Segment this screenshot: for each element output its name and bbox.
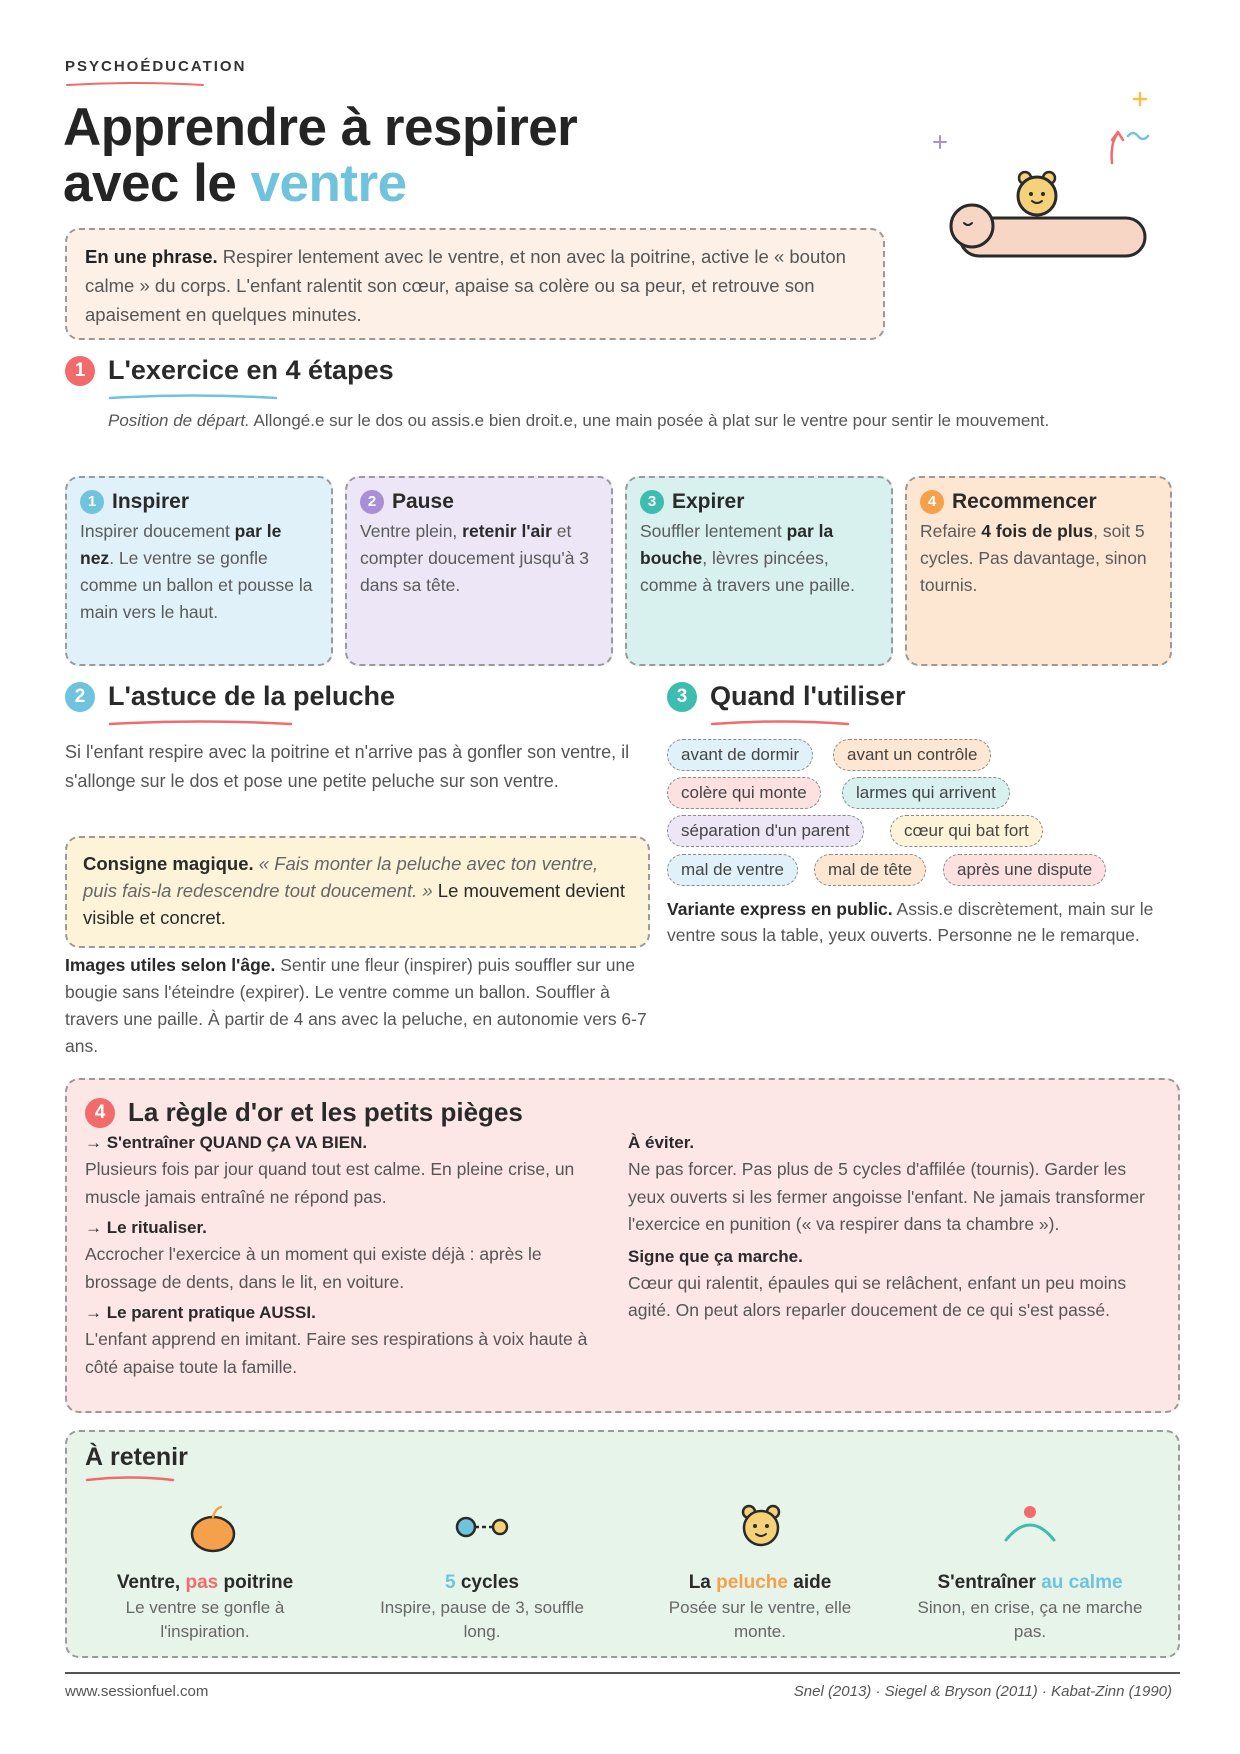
title-line-1: Apprendre à respirer [63,98,578,157]
rule-heading [85,1300,610,1326]
step-text-part: Ventre plein, [360,521,463,541]
section-1-title: L'exercice en 4 étapes [108,355,394,385]
title-line-2 [63,156,577,212]
public-variant-label: Variante express en public. [667,899,893,919]
section-3-underline [710,718,850,728]
footer-url[interactable]: www.sessionfuel.com [65,1683,209,1700]
step-text-part: , soit 5 cycles. Pas davantage, sinon tournis. [920,521,1147,595]
public-variant [667,896,1172,948]
footer-divider [65,1672,1180,1674]
kicker: PSYCHOÉDUCATION [65,58,247,75]
cycle-icon [452,1512,516,1542]
step-card-inspirer [65,476,333,666]
takeaway-subtitle: Le ventre se gonfle à l'inspiration. [125,1598,285,1641]
kicker-underline [65,80,205,88]
takeaways-underline [85,1474,175,1484]
section-3-number: 3 [667,682,697,712]
section-1-underline [108,392,278,402]
rule-heading [85,1130,610,1156]
takeaway-title [900,1570,1160,1596]
step-text-part: Souffler lentement [640,521,787,541]
start-position [108,408,1108,434]
takeaway-calm [900,1570,1160,1644]
step-text [920,518,1157,599]
title-line-2-pre: avec le [63,154,251,213]
rule-heading-text: → Le ritualiser. [85,1218,207,1237]
tag: mal de tête [814,854,926,886]
tag: colère qui monte [667,777,821,809]
takeaway-title-accent: pas [185,1572,219,1593]
takeaway-title-part: S'entraîner [937,1572,1042,1593]
section-4-number: 4 [85,1098,115,1128]
section-2-number: 2 [65,682,95,712]
takeaway-title-part: poitrine [218,1572,294,1593]
step-text-bold: par la bouche [640,521,834,568]
takeaway-cycles [352,1570,612,1644]
section-3-title: Quand l'utiliser [710,681,906,711]
step-text [360,518,598,599]
callout-quote: « Fais monter la peluche avec ton ventre, puis fais-la redescendre tout doucement. » [83,853,599,901]
step-card-pause [345,476,613,666]
avoid-heading: À éviter. [628,1133,695,1152]
rule-heading-text: → Le parent pratique [85,1303,260,1322]
tag: avant un contrôle [833,739,991,771]
age-images-label: Images utiles selon l'âge. [65,955,276,975]
step-title: Expirer [672,490,745,513]
takeaway-title [352,1570,612,1596]
takeaways-title: À retenir [85,1443,188,1471]
callout-label: Consigne magique. [83,853,254,874]
tag: larmes qui arrivent [842,777,1010,809]
takeaway-subtitle: Posée sur le ventre, elle monte. [668,1598,852,1641]
step-text-part: . Le ventre se gonfle comme un ballon et pousse la main vers le haut. [80,548,313,622]
tag: cœur qui bat fort [890,815,1043,847]
step-text-bold: par le nez [80,521,282,568]
takeaway-title-part: La [688,1572,717,1593]
takeaway-belly [75,1570,335,1644]
step-text-part: , lèvres pincées, comme à travers une paille. [640,548,855,595]
age-images [65,952,655,1060]
footer-references: Snel (2013) · Siegel & Bryson (2011) · Kabat-Zinn (1990) [793,1683,1172,1700]
takeaway-title [630,1570,890,1596]
tag: avant de dormir [667,739,813,771]
rule-heading [85,1215,610,1241]
tag: mal de ventre [667,854,798,886]
step-text-bold: 4 fois de plus [981,521,1094,541]
step-text-part: Refaire [920,521,982,541]
section-2-underline [108,718,293,728]
section-1-number: 1 [65,356,95,386]
peluche-text: Si l'enfant respire avec la poitrine et n'arrive pas à gonfler son ventre, il s'allonge sur le dos et pose une petite peluche sur son ventre. [65,742,630,791]
takeaway-title [75,1570,335,1596]
start-position-label: Position de départ. [108,411,250,430]
takeaway-title-accent: 5 [445,1572,456,1593]
child-breathing-illustration [930,88,1170,268]
tag: séparation d'un parent [667,815,864,847]
teddy-icon [735,1500,787,1552]
step-number: 3 [640,490,664,514]
start-position-text: Allongé.e sur le dos ou assis.e bien droit.e, une main posée à plat sur le ventre pour sentir le mouvement. [249,411,1050,430]
working-sign-text: Cœur qui ralentit, épaules qui se relâchent, enfant un peu moins agité. On peut alors reparler doucement de ce qui s'est passé. [628,1272,1127,1320]
rule-text: Accrocher l'exercice à un moment qui existe déjà : après le brossage de dents, dans le lit, en voiture. [85,1244,542,1292]
step-text [640,518,878,599]
rule-heading-caps: QUAND ÇA VA BIEN. [199,1133,368,1152]
step-text-part: et compter doucement jusqu'à 3 dans sa tête. [360,521,590,595]
takeaway-title-part: aide [787,1572,832,1593]
avoid-text: Ne pas forcer. Pas plus de 5 cycles d'affilée (tournis). Garder les yeux ouverts si les fermer angoisse l'enfant. Ne jamais transformer l'exercice en punition (« va respirer dans ta chambre »). [628,1159,1145,1234]
intro-text: Respirer lentement avec le ventre, et non avec la poitrine, active le « bouton calme » du corps. L'enfant ralentit son cœur, apaise sa colère ou sa peur, et retrouve son apaisement en quelques minutes. [85,246,846,325]
step-text-bold: retenir l'air [462,521,552,541]
belly-icon [185,1500,241,1556]
step-card-expirer [625,476,893,666]
section-4-title: La règle d'or et les petits pièges [128,1097,523,1127]
age-images-text: Sentir une fleur (inspirer) puis souffler sur une bougie sans l'éteindre (expirer). Le ventre comme un ballon. Souffler à travers une paille. À partir de 4 ans avec la peluche, en autonomie vers 6-7 ans. [65,955,647,1056]
takeaway-subtitle: Sinon, en crise, ça ne marche pas. [917,1598,1143,1641]
takeaway-title-part: cycles [455,1572,519,1593]
section-2-title: L'astuce de la peluche [108,681,396,711]
step-title: Pause [392,490,454,513]
golden-rule-left-column [85,1130,610,1381]
step-number: 4 [920,490,944,514]
takeaway-teddy [630,1570,890,1644]
takeaway-title-accent: peluche [716,1572,788,1593]
golden-rule-right-column [628,1130,1163,1325]
intro-box [65,228,885,340]
step-text [80,518,318,626]
magic-instruction-box [65,836,650,948]
page-title [63,100,577,212]
step-text-part: Inspirer doucement [80,521,235,541]
rule-text: L'enfant apprend en imitant. Faire ses respirations à voix haute à côté apaise toute la famille. [85,1329,588,1377]
step-number: 1 [80,490,104,514]
rule-heading-text: → S'entraîner [85,1133,200,1152]
takeaway-title-part: Ventre, [116,1572,186,1593]
tag: après une dispute [943,854,1106,886]
title-accent: ventre [250,154,407,213]
step-title: Recommencer [952,490,1097,513]
callout-text: Le mouvement devient visible et concret. [83,880,625,928]
step-title: Inspirer [112,490,190,513]
step-card-recommencer [905,476,1172,666]
working-sign-heading: Signe que ça marche. [628,1246,803,1266]
step-number: 2 [360,490,384,514]
rule-heading-caps: AUSSI. [259,1303,316,1322]
calm-icon [1000,1502,1060,1550]
takeaway-subtitle: Inspire, pause de 3, souffle long. [380,1598,584,1641]
rule-text: Plusieurs fois par jour quand tout est calme. En pleine crise, un muscle jamais entraîné ne répond pas. [85,1159,575,1207]
public-variant-text: Assis.e discrètement, main sur le ventre sous la table, yeux ouverts. Personne ne le remarque. [667,899,1154,945]
takeaway-title-accent: au calme [1041,1572,1123,1593]
intro-label: En une phrase. [85,246,218,267]
